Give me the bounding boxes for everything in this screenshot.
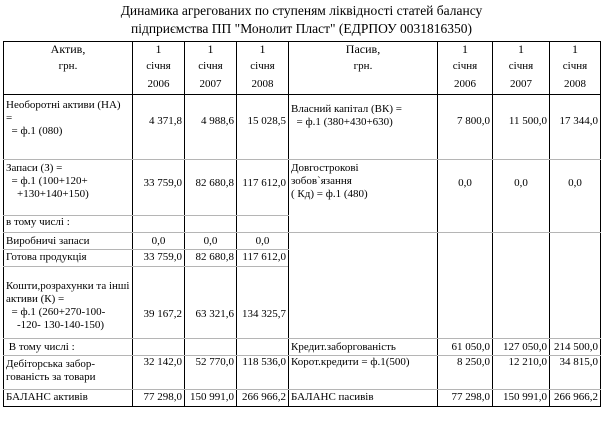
- value-cell: 127 050,0: [493, 339, 550, 356]
- balance-table: [3, 41, 601, 407]
- value-cell: 0,0: [438, 160, 493, 233]
- date-year: 2008: [251, 78, 274, 90]
- value-cell: 150 991,0: [185, 390, 237, 407]
- liab-header-label: Пасив,: [345, 42, 381, 56]
- liab-total-label: БАЛАНС пасивів: [289, 390, 438, 407]
- value-cell: 8 250,0: [438, 356, 493, 390]
- empty-cell: [133, 216, 185, 233]
- value-cell: 0,0: [185, 233, 237, 250]
- value-cell: 77 298,0: [438, 390, 493, 407]
- liab-label: Кредит.заборгованість: [289, 339, 438, 356]
- value-cell: 266 966,2: [237, 390, 289, 407]
- asset-total-label: БАЛАНС активів: [4, 390, 133, 407]
- asset-label: Готова продукція: [4, 250, 133, 267]
- value-cell: 33 759,0: [133, 250, 185, 267]
- liab-label: Довгострокові зобов`язання ( Кд) = ф.1 (480): [289, 160, 438, 233]
- asset-label: В тому числі :: [4, 339, 133, 356]
- liab-label: Корот.кредити = ф.1(500): [289, 356, 438, 390]
- value-cell: 11 500,0: [493, 95, 550, 160]
- date-month: січня: [250, 60, 275, 72]
- value-cell: 4 371,8: [133, 95, 185, 160]
- value-cell: 0,0: [550, 160, 601, 233]
- value-cell: 82 680,8: [185, 160, 237, 216]
- value-cell: 134 325,7: [237, 267, 289, 339]
- empty-cell: [289, 233, 438, 339]
- liab-header: [289, 42, 438, 95]
- empty-cell: [438, 233, 493, 339]
- empty-cell: [237, 216, 289, 233]
- asset-header: [4, 42, 133, 95]
- asset-date-2007: [185, 42, 237, 95]
- table-row: [4, 95, 601, 160]
- title-line-1: Динамика агрегованих по ступеням ліквідності статей балансу: [120, 3, 483, 18]
- asset-header-unit: грн.: [58, 60, 78, 72]
- asset-label: Кошти,розрахунки та інші активи (К) = = ф.1 (260+270-100- -120- 130-140-150): [4, 267, 133, 339]
- value-cell: 118 536,0: [237, 356, 289, 390]
- liab-label: Власний капітал (ВК) = = ф.1 (380+430+630): [289, 95, 438, 160]
- date-year: 2007: [510, 78, 532, 90]
- asset-label: Дебіторська забор- гованість за товари: [4, 356, 133, 390]
- empty-cell: [237, 339, 289, 356]
- title-line-2: підприємства ПП "Монолит Пласт" (ЕДРПОУ 0031816350): [130, 21, 473, 36]
- date-month: січня: [198, 60, 223, 72]
- table-row: [4, 356, 601, 390]
- value-cell: 12 210,0: [493, 356, 550, 390]
- table-row: [4, 233, 601, 250]
- asset-label: Виробничі запаси: [4, 233, 133, 250]
- date-month: січня: [508, 60, 534, 72]
- value-cell: 52 770,0: [185, 356, 237, 390]
- table-row: [4, 160, 601, 216]
- value-cell: 117 612,0: [237, 160, 289, 216]
- empty-cell: [185, 216, 237, 233]
- empty-cell: [493, 233, 550, 339]
- asset-date-2006: [133, 42, 185, 95]
- date-year: 2006: [147, 78, 170, 90]
- table-row: [4, 390, 601, 407]
- liab-header-unit: грн.: [353, 60, 373, 72]
- value-cell: 63 321,6: [185, 267, 237, 339]
- value-cell: 0,0: [237, 233, 289, 250]
- value-cell: 150 991,0: [493, 390, 550, 407]
- date-month: січня: [452, 60, 478, 72]
- value-cell: 15 028,5: [237, 95, 289, 160]
- value-cell: 33 759,0: [133, 160, 185, 216]
- value-cell: 32 142,0: [133, 356, 185, 390]
- table-row: [4, 339, 601, 356]
- asset-label: Необоротні активи (НА) = = ф.1 (080): [4, 95, 133, 160]
- asset-date-2008: [237, 42, 289, 95]
- liab-date-2008: [550, 42, 601, 95]
- empty-cell: [550, 233, 601, 339]
- date-year: 2008: [564, 78, 586, 90]
- value-cell: 4 988,6: [185, 95, 237, 160]
- value-cell: 7 800,0: [438, 95, 493, 160]
- document-title: [0, 2, 603, 38]
- liab-date-2006: [438, 42, 493, 95]
- date-month: січня: [146, 60, 171, 72]
- date-day: 1: [518, 42, 524, 56]
- date-day: 1: [155, 42, 162, 56]
- value-cell: 0,0: [133, 233, 185, 250]
- date-year: 2006: [454, 78, 476, 90]
- empty-cell: [133, 339, 185, 356]
- asset-label: Запаси (З) = = ф.1 (100+120+ +130+140+150): [4, 160, 133, 216]
- date-year: 2007: [199, 78, 222, 90]
- value-cell: 34 815,0: [550, 356, 601, 390]
- value-cell: 82 680,8: [185, 250, 237, 267]
- date-day: 1: [462, 42, 468, 56]
- value-cell: 214 500,0: [550, 339, 601, 356]
- asset-header-label: Актив,: [50, 42, 86, 56]
- value-cell: 0,0: [493, 160, 550, 233]
- value-cell: 117 612,0: [237, 250, 289, 267]
- date-day: 1: [259, 42, 266, 56]
- asset-label: в тому числі :: [4, 216, 133, 233]
- value-cell: 61 050,0: [438, 339, 493, 356]
- empty-cell: [185, 339, 237, 356]
- date-day: 1: [572, 42, 578, 56]
- date-day: 1: [207, 42, 214, 56]
- value-cell: 266 966,2: [550, 390, 601, 407]
- value-cell: 17 344,0: [550, 95, 601, 160]
- header-row: [4, 42, 601, 95]
- value-cell: 77 298,0: [133, 390, 185, 407]
- value-cell: 39 167,2: [133, 267, 185, 339]
- liab-date-2007: [493, 42, 550, 95]
- date-month: січня: [562, 60, 588, 72]
